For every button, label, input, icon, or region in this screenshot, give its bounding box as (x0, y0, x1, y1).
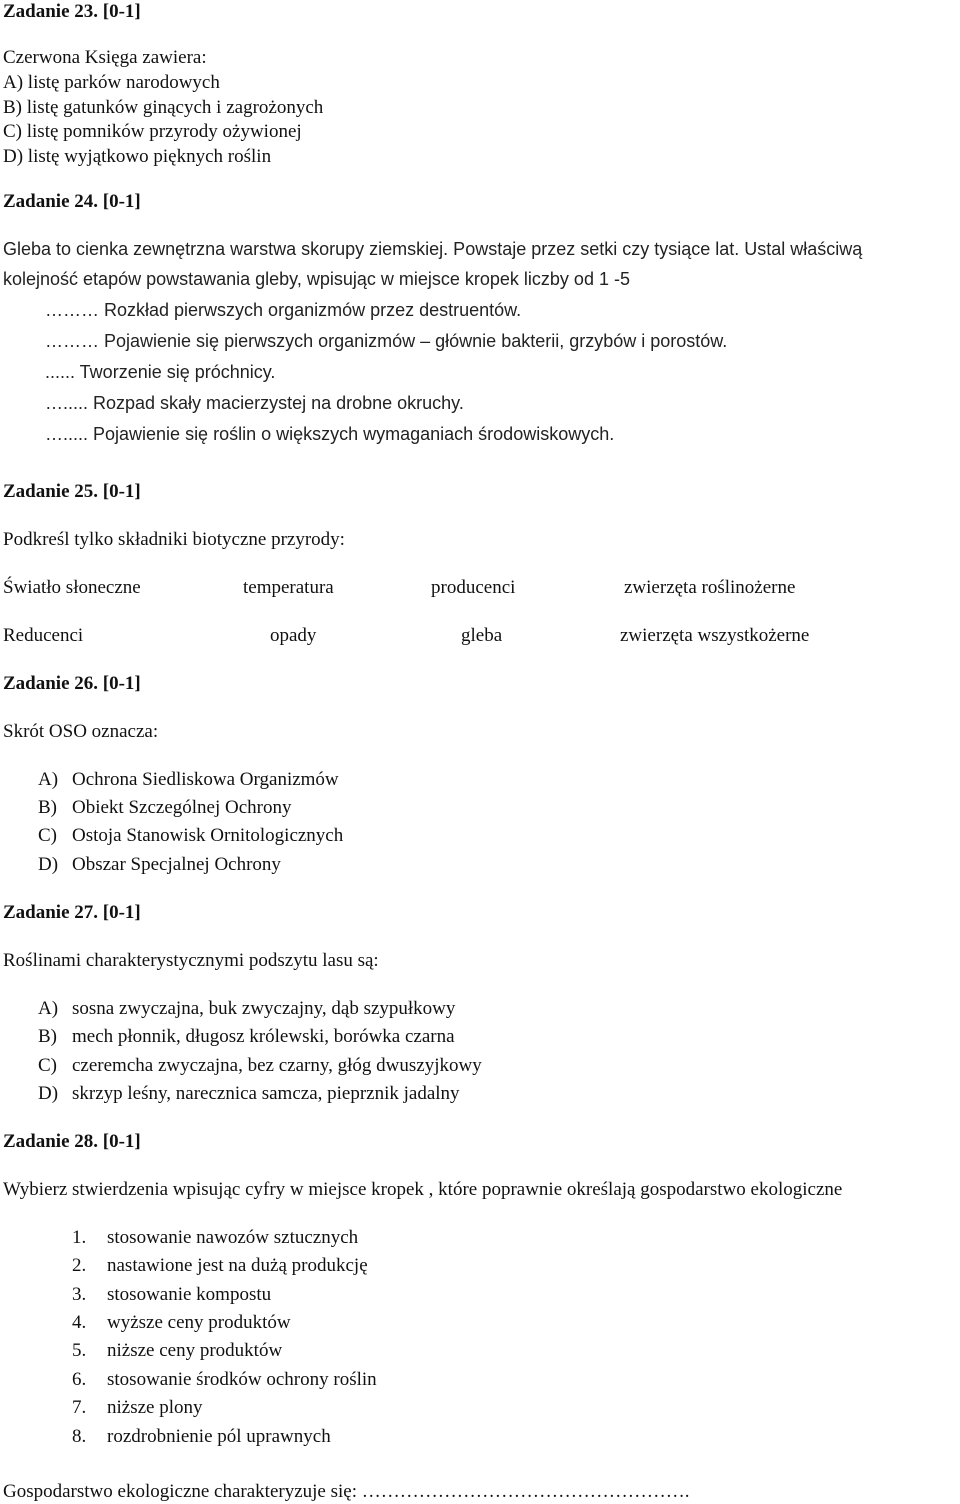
task-24-text-1: Gleba to cienka zewnętrzna warstwa skorupy ziemskiej. Powstaje przez setki czy tysiące lat. Ustal właściwą (3, 239, 863, 259)
option-text: Ochrona Siedliskowa Organizmów (72, 769, 339, 790)
task-27-heading: Zadanie 27. [0-1] (3, 902, 141, 923)
item-number: 1. (72, 1227, 87, 1248)
biotic-option: opady (270, 625, 317, 646)
task-23-option-b: B) listę gatunków ginących i zagrożonych (3, 97, 324, 118)
task-27-option-a (38, 999, 455, 1018)
option-text: Ostoja Stanowisk Ornitologicznych (72, 825, 344, 846)
task-24-item-4: …..... Rozpad skały macierzystej na drobne okruchy. (45, 393, 464, 413)
item-number: 5. (72, 1340, 87, 1361)
item-number: 6. (72, 1369, 87, 1390)
biotic-option: gleba (461, 625, 503, 646)
task-26-option-c (38, 826, 343, 845)
task-24-item-5: …..... Pojawienie się roślin o większych wymaganiach środowiskowych. (45, 424, 615, 444)
biotic-option: zwierzęta wszystkożerne (620, 625, 810, 646)
list-item (72, 1313, 291, 1332)
task-28-heading: Zadanie 28. [0-1] (3, 1131, 141, 1152)
list-item (72, 1256, 368, 1275)
item-text: nastawione jest na dużą produkcję (107, 1255, 368, 1276)
item-text: niższe ceny produktów (107, 1340, 283, 1361)
item-number: 7. (72, 1397, 87, 1418)
biotic-option: producenci (431, 577, 516, 598)
task-24-heading: Zadanie 24. [0-1] (3, 191, 141, 212)
biotic-option: Światło słoneczne (3, 577, 141, 598)
answer-line: Gospodarstwo ekologiczne charakteryzuje się: ……………………………………………. (3, 1481, 690, 1502)
option-text: skrzyp leśny, narecznica samcza, pieprznik jadalny (72, 1083, 460, 1104)
item-text: stosowanie kompostu (107, 1284, 272, 1305)
item-text: niższe plony (107, 1397, 203, 1418)
option-text: Obiekt Szczególnej Ochrony (72, 797, 292, 818)
biotic-option: temperatura (243, 577, 334, 598)
list-item (72, 1398, 203, 1417)
biotic-option: zwierzęta roślinożerne (624, 577, 796, 598)
task-25-intro: Podkreśl tylko składniki biotyczne przyrody: (3, 529, 345, 550)
list-item (72, 1370, 377, 1389)
task-27-option-d (38, 1084, 460, 1103)
list-item (72, 1341, 282, 1360)
task-23-intro: Czerwona Księga zawiera: (3, 47, 207, 68)
task-27-option-c (38, 1056, 482, 1075)
list-item (72, 1427, 331, 1446)
task-24-item-1: ……… Rozkład pierwszych organizmów przez destruentów. (45, 300, 522, 320)
option-label: C) (38, 825, 57, 846)
item-number: 2. (72, 1255, 87, 1276)
task-26-option-b (38, 798, 291, 817)
item-text: wyższe ceny produktów (107, 1312, 291, 1333)
item-number: 4. (72, 1312, 87, 1333)
option-label: B) (38, 797, 57, 818)
task-24-item-2: ……… Pojawienie się pierwszych organizmów – głównie bakterii, grzybów i porostów. (45, 331, 728, 351)
task-26-heading: Zadanie 26. [0-1] (3, 673, 141, 694)
option-label: A) (38, 998, 59, 1019)
option-text: mech płonnik, długosz królewski, borówka czarna (72, 1026, 455, 1047)
task-24-text-2: kolejność etapów powstawania gleby, wpisując w miejsce kropek liczby od 1 -5 (3, 269, 630, 289)
list-item (72, 1285, 271, 1304)
task-26-intro: Skrót OSO oznacza: (3, 721, 159, 742)
option-label: D) (38, 1083, 59, 1104)
option-label: C) (38, 1055, 57, 1076)
task-28-intro: Wybierz stwierdzenia wpisując cyfry w miejsce kropek , które poprawnie określają gospodarstwo ekologiczne (3, 1179, 843, 1200)
task-27-intro: Roślinami charakterystycznymi podszytu lasu są: (3, 950, 379, 971)
task-25-heading: Zadanie 25. [0-1] (3, 481, 141, 502)
item-text: rozdrobnienie pól uprawnych (107, 1426, 331, 1447)
item-number: 3. (72, 1284, 87, 1305)
task-27-option-b (38, 1027, 455, 1046)
option-text: czeremcha zwyczajna, bez czarny, głóg dwuszyjkowy (72, 1055, 482, 1076)
task-26-option-a (38, 770, 339, 789)
task-23-option-a: A) listę parków narodowych (3, 72, 220, 93)
task-23-heading: Zadanie 23. [0-1] (3, 1, 141, 22)
option-text: Obszar Specjalnej Ochrony (72, 854, 281, 875)
option-label: D) (38, 854, 59, 875)
list-item (72, 1228, 358, 1247)
option-label: A) (38, 769, 59, 790)
task-24-item-3: ...... Tworzenie się próchnicy. (45, 362, 276, 382)
option-label: B) (38, 1026, 57, 1047)
option-text: sosna zwyczajna, buk zwyczajny, dąb szypułkowy (72, 998, 456, 1019)
task-23-option-c: C) listę pomników przyrody ożywionej (3, 121, 302, 142)
task-23-option-d: D) listę wyjątkowo pięknych roślin (3, 146, 272, 167)
item-text: stosowanie nawozów sztucznych (107, 1227, 359, 1248)
biotic-option: Reducenci (3, 625, 84, 646)
item-text: stosowanie środków ochrony roślin (107, 1369, 377, 1390)
item-number: 8. (72, 1426, 87, 1447)
task-26-option-d (38, 855, 281, 874)
